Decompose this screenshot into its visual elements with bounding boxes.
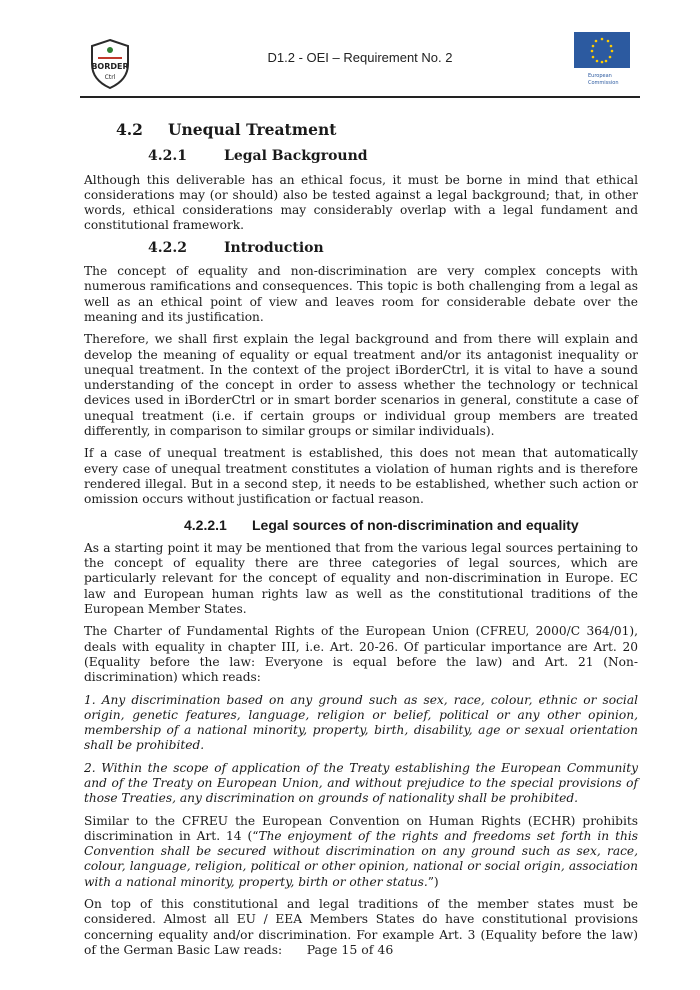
page-header	[80, 28, 640, 98]
paragraph: On top of this constitutional and legal traditions of the member states must be considered. Almost all EU / EEA Members States do have constitutional provisions concerning equality and/or discrimination. For example Art. 3 (Equality before the law) of the German Basic Law reads:	[84, 897, 638, 957]
paragraph: Similar to the CFREU the European Convention on Human Rights (ECHR) prohibits discrimination in Art. 14 (“The enjoyment of the rights and freedoms set forth in this Convention shall be secured without discrimination on any ground such as sex, race, colour, language, religion, political or other opinion, national or social origin, association with a national minority, property, birth or other status.”)	[84, 813, 638, 889]
section-heading-4-2-1: 4.2.1 Legal Background	[148, 148, 368, 165]
paragraph: The concept of equality and non-discrimination are very complex concepts with numerous ramifications and consequences. This topic is both challenging from a legal as well as an ethical point of view and leaves room for considerable debate over the meaning and its justification.	[84, 264, 638, 324]
section-heading-4-2-2-1: 4.2.2.1 Legal sources of non-discrimination and equality	[184, 516, 579, 533]
section-heading-4-2: 4.2 Unequal Treatment	[116, 120, 337, 139]
svg-text:European: European	[588, 73, 612, 79]
document-body	[84, 118, 638, 965]
quote-paragraph: 2. Within the scope of application of the Treaty establishing the European Community and of the Treaty on European Union, and without prejudice to the special provisions of those Treaties, any discrimination on grounds of nationality shall be prohibited.	[84, 760, 638, 806]
paragraph: If a case of unequal treatment is established, this does not mean that automatically every case of unequal treatment constitutes a violation of human rights and is therefore rendered illegal. But in a second step, it needs to be established, whether such action or omission occurs without justification or factual reason.	[84, 446, 638, 507]
quote-paragraph: 1. Any discrimination based on any ground such as sex, race, colour, ethnic or social origin, genetic features, language, religion or belief, political or any other opinion, membership of a national minority, property, birth, disability, age or sexual orientation shall be prohibited.	[84, 692, 638, 753]
svg-text:Commission: Commission	[588, 80, 619, 86]
svg-text:BORDER: BORDER	[91, 62, 129, 71]
paragraph: As a starting point it may be mentioned that from the various legal sources pertaining to the concept of equality there are three categories of legal sources, which are particularly relevant for the concept of equality and non-discrimination in Europe. EC law and European human rights law as well as the constitutional traditions of the European Member States.	[84, 540, 638, 617]
svg-text:Ctrl: Ctrl	[104, 74, 116, 81]
paragraph: Therefore, we shall first explain the legal background and from there will explain and develop the meaning of equality or equal treatment and/or its antagonist inequality or unequal treatment. In the context of the project iBorderCtrl, it is vital to have a sound understanding of the concept in order to assess whether the technology or technical devices used in iBorderCtrl or in smart border scenarios in general, constitute a case of unequal treatment (i.e. if certain groups or individual group members are treated differently, in comparison to similar groups or similar individuals).	[84, 332, 638, 439]
european-commission-logo	[570, 30, 634, 90]
section-heading-4-2-2: 4.2.2 Introduction	[148, 239, 324, 256]
paragraph: The Charter of Fundamental Rights of the European Union (CFREU, 2000/C 364/01), deals with equality in chapter III, i.e. Art. 20-26. Of particular importance are Art. 20 (Equality before the law: Everyone is equal before the law) and Art. 21 (Non-discrimination) which reads:	[84, 624, 638, 685]
page-number: Page 15 of 46	[306, 942, 394, 957]
paragraph: Although this deliverable has an ethical focus, it must be borne in mind that ethical considerations may (or should) also be tested against a legal background; that, in other words, ethical considerations may considerably overlap with a legal fundament and constitutional framework.	[84, 172, 638, 233]
document-title: D1.2 - OEI – Requirement No. 2	[267, 50, 453, 65]
